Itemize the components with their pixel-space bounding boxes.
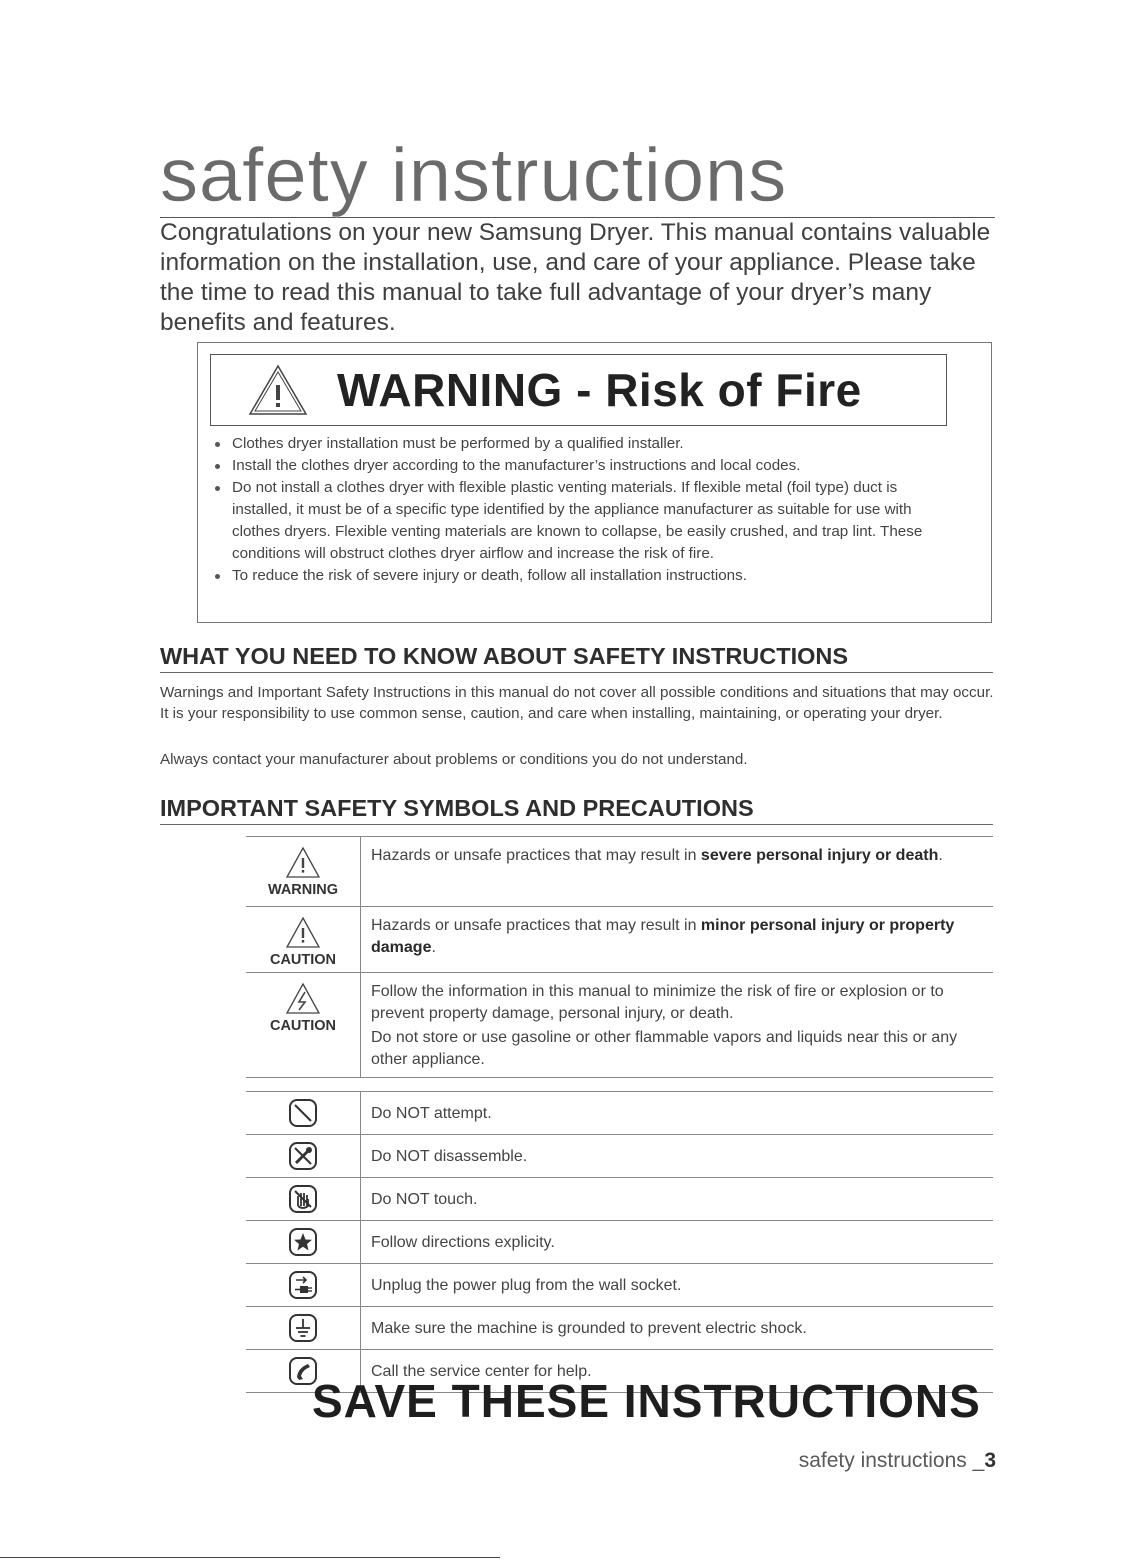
warning-title: WARNING - Risk of Fire [337, 364, 862, 416]
description-text: Do not store or use gasoline or other flammable vapors and liquids near this or any other appliance. [371, 1029, 958, 1068]
symbol-row-flammable-caution [246, 973, 993, 1078]
warning-triangle-icon [285, 846, 321, 880]
symbol-cell [246, 973, 361, 1078]
symbol-cell [246, 907, 361, 973]
warning-list [212, 433, 957, 587]
do-not-touch-icon [288, 1184, 318, 1214]
symbol-label: CAUTION [269, 1018, 337, 1034]
symbol-description [361, 973, 994, 1078]
symbol-label: WARNING [267, 882, 339, 898]
warning-item: To reduce the risk of severe injury or death, follow all installation instructions. [212, 565, 957, 587]
symbol-description [361, 837, 994, 907]
follow-directions-icon [288, 1227, 318, 1257]
icon-cell [246, 1307, 361, 1350]
warning-triangle-icon [247, 363, 309, 417]
warning-item: Install the clothes dryer according to the manufacturer’s instructions and local codes. [212, 455, 957, 477]
section-paragraph: Always contact your manufacturer about problems or conditions you do not understand. [160, 751, 748, 768]
icon-row [246, 1221, 993, 1264]
unplug-icon [288, 1270, 318, 1300]
description-text: Follow the information in this manual to minimize the risk of fire or explosion or to prevent property damage, personal injury, or death. [371, 983, 944, 1022]
electric-hazard-triangle-icon [285, 982, 321, 1016]
icon-description: Do NOT disassemble. [361, 1135, 994, 1178]
bottom-rule [0, 1557, 500, 1558]
warning-item: Clothes dryer installation must be performed by a qualified installer. [212, 433, 957, 455]
do-not-attempt-icon [288, 1098, 318, 1128]
icon-cell [246, 1178, 361, 1221]
icon-description: Do NOT touch. [361, 1178, 994, 1221]
fire-warning-box [197, 342, 992, 623]
do-not-disassemble-icon [288, 1141, 318, 1171]
intro-paragraph: Congratulations on your new Samsung Dryer. This manual contains valuable information on the installation, use, and care of your appliance. Please take the time to read this manual to take full advantage of your dryer’s many benefits and features. [160, 219, 991, 336]
section-heading-symbols: IMPORTANT SAFETY SYMBOLS AND PRECAUTIONS [160, 794, 993, 825]
symbol-cell [246, 837, 361, 907]
description-text: . [431, 939, 436, 956]
caution-triangle-icon [285, 916, 321, 950]
section-paragraph: Warnings and Important Safety Instructions in this manual do not cover all possible conditions and situations that may occur. It is your responsibility to use common sense, caution, and care when installing, maintaining, or operating your dryer. [160, 684, 994, 722]
symbol-description [361, 907, 994, 973]
icon-description: Unplug the power plug from the wall socket. [361, 1264, 994, 1307]
symbol-row-warning [246, 837, 993, 907]
description-emphasis: minor personal injury or property damage [371, 917, 955, 956]
ground-icon [288, 1313, 318, 1343]
icon-cell [246, 1264, 361, 1307]
description-emphasis: severe personal injury or death [700, 847, 939, 864]
symbol-row-caution [246, 907, 993, 973]
icon-description: Follow directions explicity. [361, 1221, 994, 1264]
description-text: Hazards or unsafe practices that may result in [371, 847, 701, 864]
icon-row [246, 1178, 993, 1221]
warning-banner [210, 354, 947, 426]
page-title: safety instructions [160, 138, 995, 218]
icon-cell [246, 1221, 361, 1264]
icon-description: Do NOT attempt. [361, 1092, 994, 1135]
icon-row [246, 1135, 993, 1178]
icon-row [246, 1264, 993, 1307]
section-heading-safety-instructions: WHAT YOU NEED TO KNOW ABOUT SAFETY INSTRUCTIONS [160, 642, 993, 673]
icon-description: Make sure the machine is grounded to prevent electric shock. [361, 1307, 994, 1350]
icon-row [246, 1307, 993, 1350]
page-number: 3 [984, 1449, 996, 1472]
footer-label: safety instructions _ [798, 1449, 985, 1472]
save-instructions-title: SAVE THESE INSTRUCTIONS [312, 1375, 981, 1427]
page-footer [799, 1449, 996, 1473]
icon-symbols-table [246, 1091, 993, 1393]
icon-cell [246, 1092, 361, 1135]
description-text: . [938, 847, 943, 864]
warning-item: Do not install a clothes dryer with flexible plastic venting materials. If flexible metal (foil type) duct is installed, it must be of a specific type identified by the appliance manufacturer as suitable for use with clothes dryers. Flexible venting materials are known to collapse, be easily crushed, and trap lint. These conditions will obstruct clothes dryer airflow and increase the risk of fire. [212, 477, 957, 565]
symbols-table [246, 836, 993, 1078]
icon-description: Call the service center for help. [361, 1350, 994, 1393]
icon-row [246, 1092, 993, 1135]
description-text: Hazards or unsafe practices that may result in [371, 917, 701, 934]
symbol-label: CAUTION [269, 952, 337, 968]
icon-cell [246, 1135, 361, 1178]
